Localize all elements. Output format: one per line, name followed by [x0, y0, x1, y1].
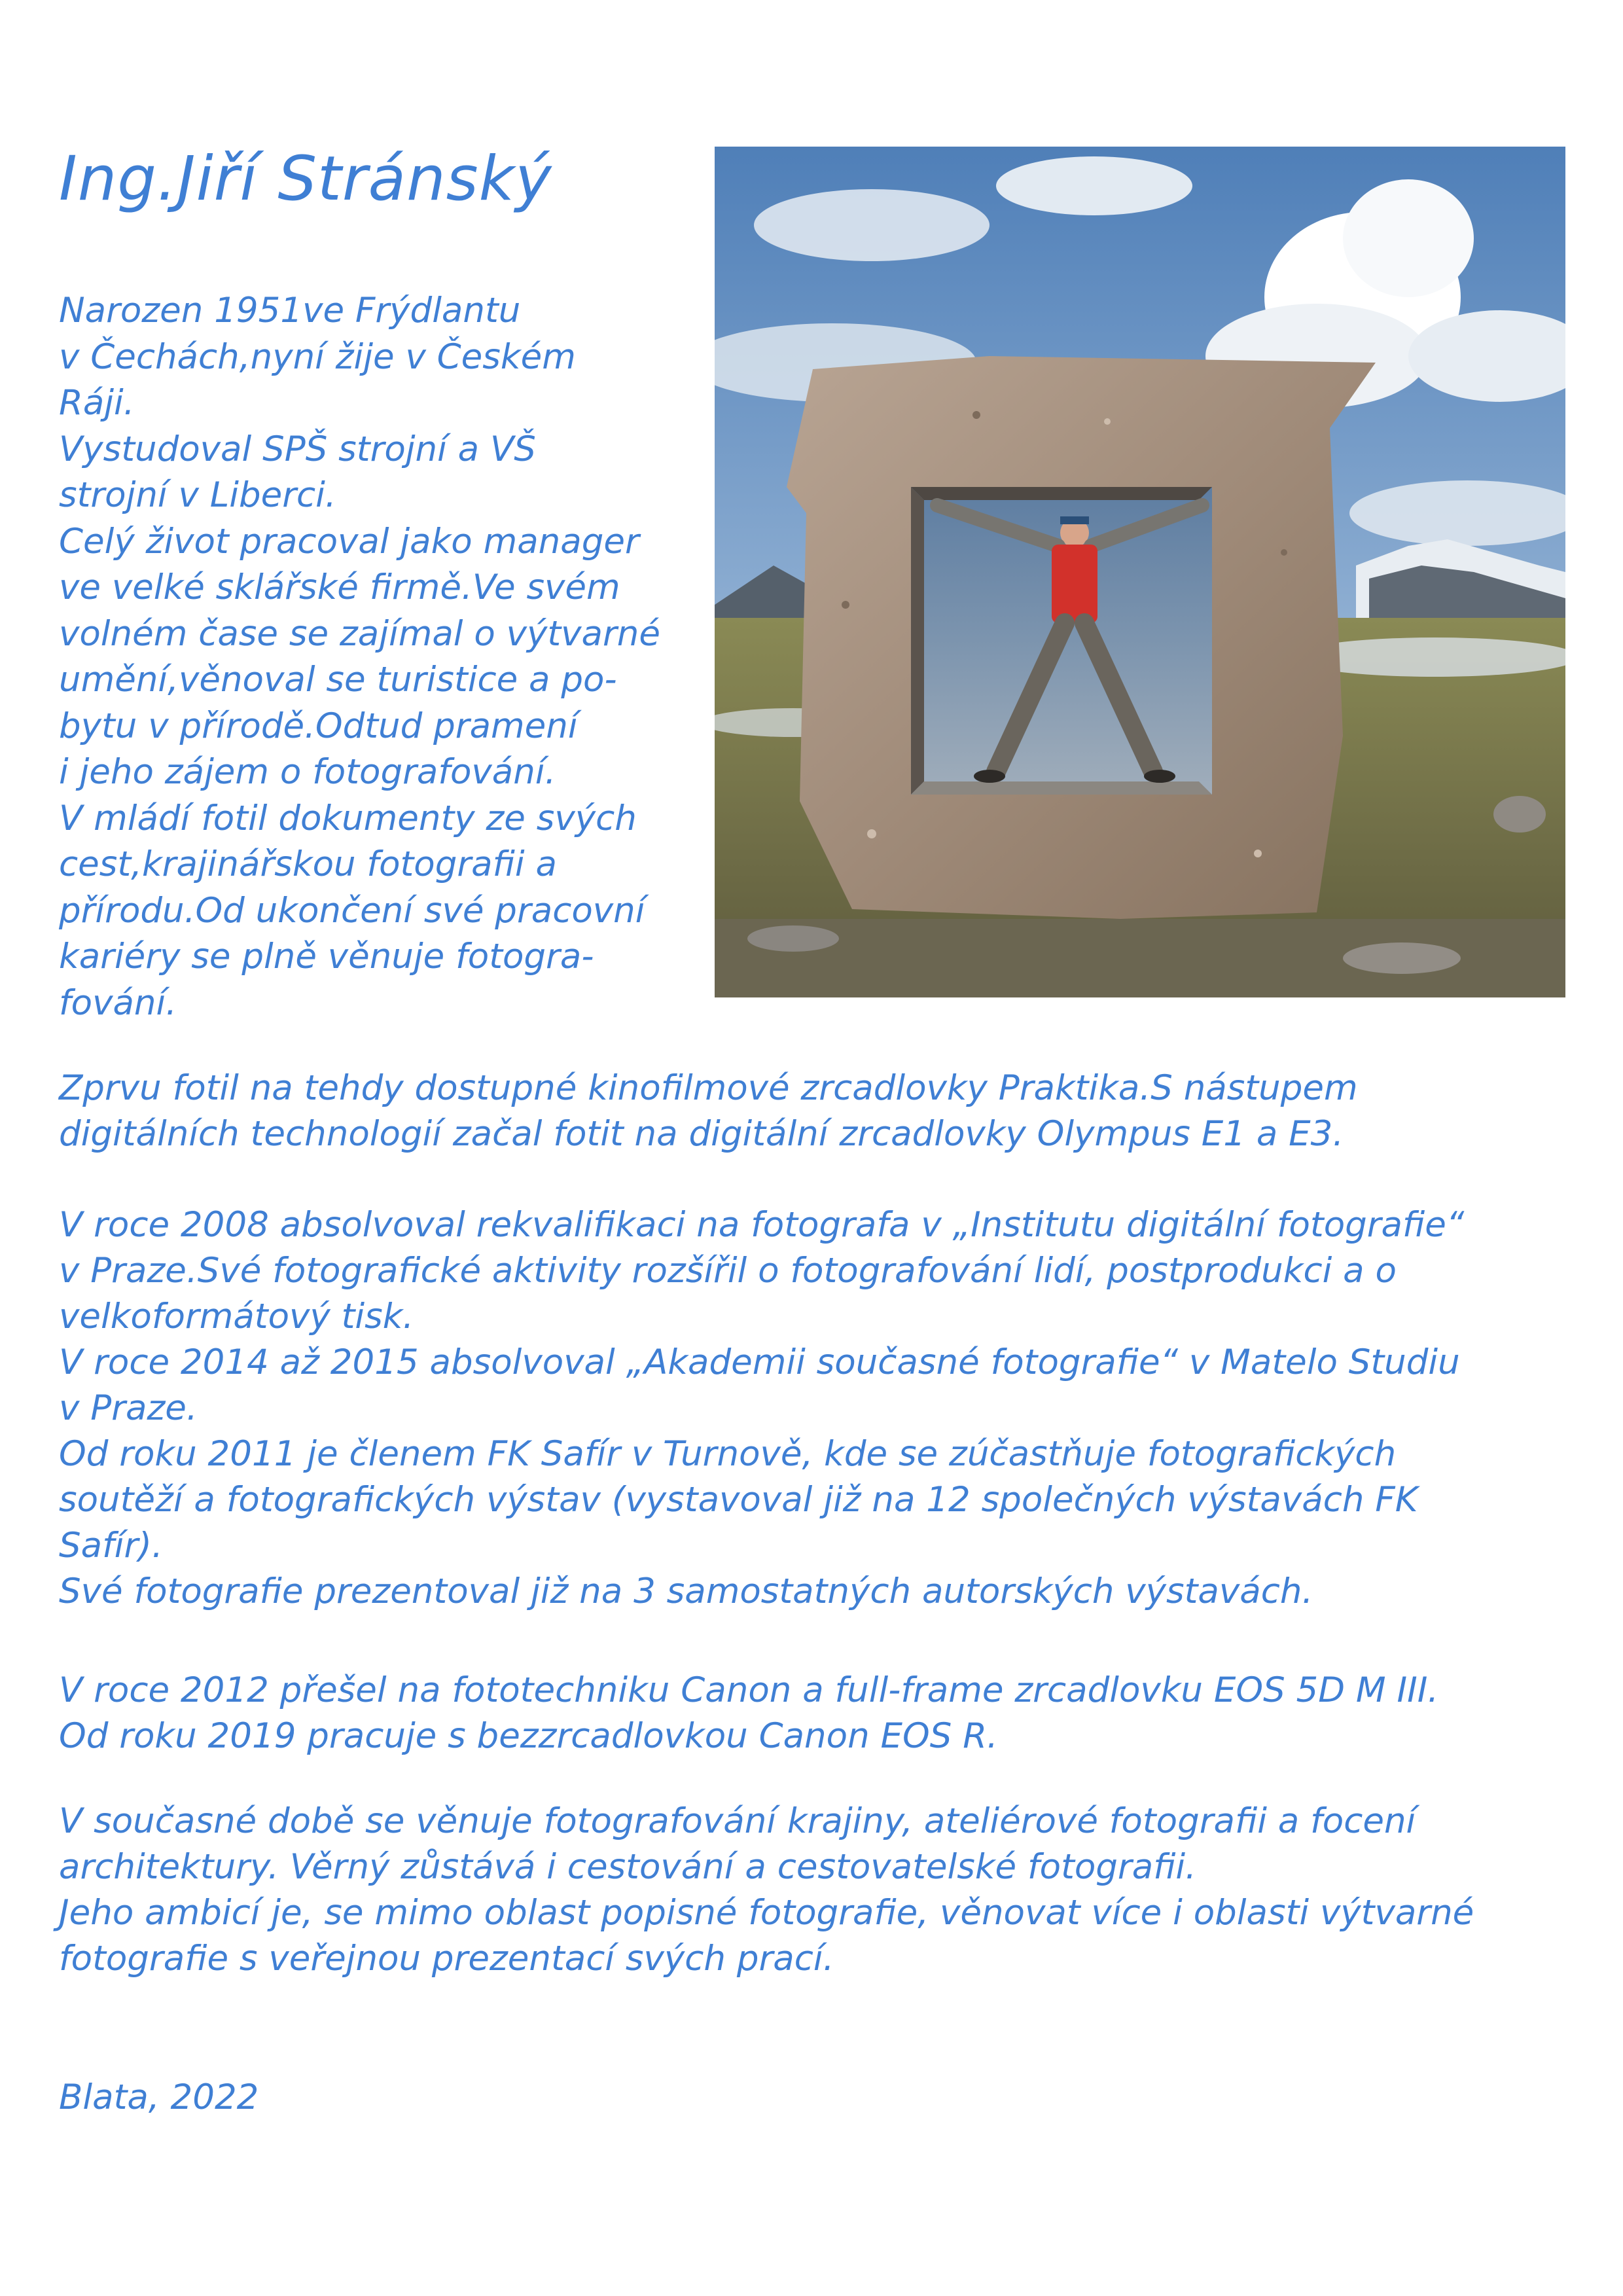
- portrait-photo: [715, 147, 1565, 997]
- paragraph-canon: [59, 1668, 1590, 1759]
- paragraph-line: velkoformátový tisk.: [59, 1297, 414, 1336]
- page-title: Ing.Jiří Stránský: [59, 143, 552, 215]
- intro-line: volném čase se zajímal o výtvarné: [59, 613, 660, 654]
- paragraph-line: V současné době se věnuje fotografování krajiny, ateliérové fotografii a focení: [59, 1801, 1416, 1841]
- paragraph-line: v Praze.: [59, 1388, 198, 1428]
- paragraph-line: Své fotografie prezentoval již na 3 samostatných autorských výstavách.: [59, 1571, 1313, 1611]
- paragraph-line: V roce 2014 až 2015 absolvoval „Akademii současné fotografie“ v Matelo Studiu: [59, 1342, 1460, 1382]
- paragraph-line: soutěží a fotografických výstav (vystavoval již na 12 společných výstavách FK: [59, 1480, 1418, 1520]
- intro-line: Celý život pracoval jako manager: [59, 521, 639, 562]
- paragraph-line: V roce 2008 absolvoval rekvalifikaci na fotografa v „Institutu digitální fotografie“: [59, 1205, 1465, 1245]
- paragraph-line: Od roku 2019 pracuje s bezzrcadlovkou Canon EOS R.: [59, 1716, 998, 1756]
- intro-line: i jeho zájem o fotografování.: [59, 752, 556, 792]
- intro-line: cest,krajinářskou fotografii a: [59, 844, 557, 884]
- intro-line: Ráji.: [59, 383, 135, 423]
- signature-text: Blata, 2022: [59, 2077, 259, 2117]
- intro-line: přírodu.Od ukončení své pracovní: [59, 890, 645, 931]
- paragraph-line: architektury. Věrný zůstává i cestování a cestovatelské fotografii.: [59, 1847, 1197, 1887]
- intro-line: bytu v přírodě.Odtud pramení: [59, 706, 578, 746]
- intro-line: Narozen 1951ve Frýdlantu: [59, 291, 521, 331]
- intro-text: [59, 288, 713, 1026]
- paragraph-current-work: [59, 1799, 1590, 1982]
- paragraph-line: V roce 2012 přešel na fototechniku Canon a full-frame zrcadlovku EOS 5D M III.: [59, 1670, 1439, 1710]
- intro-line: strojní v Liberci.: [59, 475, 336, 515]
- paragraph-line: Od roku 2011 je členem FK Safír v Turnově, kde se zúčastňuje fotografických: [59, 1434, 1397, 1474]
- intro-line: kariéry se plně věnuje fotogra-: [59, 937, 594, 977]
- intro-line: ve velké sklářské firmě.Ve svém: [59, 567, 620, 607]
- paragraph-line: Jeho ambicí je, se mimo oblast popisné fotografie, věnovat více i oblasti výtvarné: [59, 1893, 1474, 1933]
- paragraph-line: Zprvu fotil na tehdy dostupné kinofilmové zrcadlovky Praktika.S nástupem: [59, 1068, 1358, 1108]
- paragraph-education: [59, 1202, 1590, 1615]
- intro-line: V mládí fotil dokumenty ze svých: [59, 798, 637, 838]
- paragraph-cameras: [59, 1066, 1590, 1157]
- intro-line: v Čechách,nyní žije v Českém: [59, 336, 576, 377]
- intro-line: umění,věnoval se turistice a po-: [59, 660, 617, 700]
- paragraph-line: digitálních technologií začal fotit na digitální zrcadlovky Olympus E1 a E3.: [59, 1114, 1344, 1154]
- paragraph-line: Safír).: [59, 1526, 163, 1566]
- intro-line: fování.: [59, 982, 177, 1023]
- paragraph-line: fotografie s veřejnou prezentací svých prací.: [59, 1939, 834, 1979]
- intro-line: Vystudoval SPŠ strojní a VŠ: [59, 429, 536, 469]
- paragraph-line: v Praze.Své fotografické aktivity rozšířil o fotografování lidí, postprodukci a o: [59, 1251, 1397, 1291]
- signature: [59, 2075, 1590, 2121]
